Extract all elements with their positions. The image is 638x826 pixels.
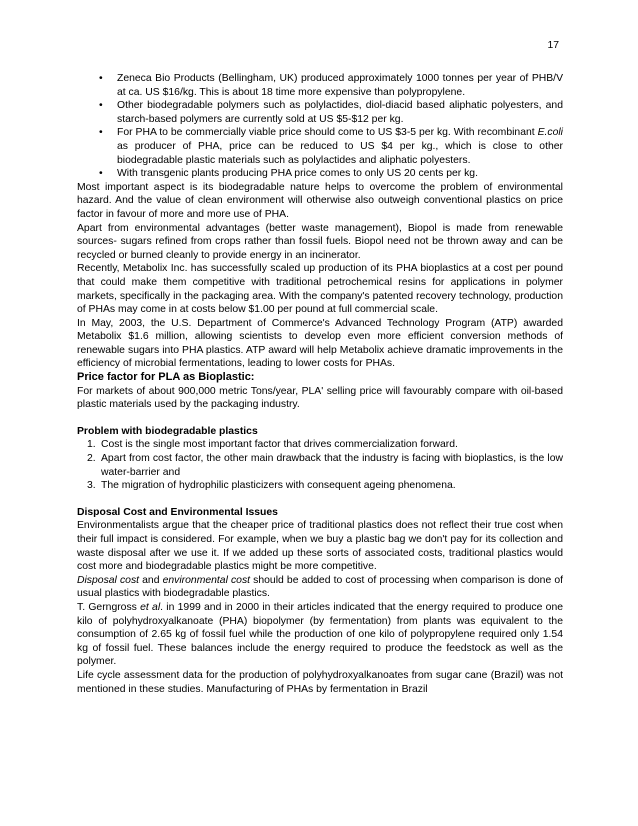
disposal-paragraph-4: Life cycle assessment data for the production of polyhydroxyalkanoates from sugar cane (Brazil) was not mentioned in these studies. Manufacturing of PHAs by fermentation in Brazil bbox=[77, 669, 563, 695]
bullet-item: • For PHA to be commercially viable price should come to US $3-5 per kg. With recombinant E.coli as producer of PHA, price can be reduced to US $4 per kg., which is close to other biodegradable plastic materials such as polylactides and aliphatic polyesters. bbox=[77, 126, 563, 167]
italic-ecoli: E.coli bbox=[537, 127, 563, 139]
problem-item: 2. Apart from cost factor, the other main drawback that the industry is facing with bioplastics, is the low water-barrier and bbox=[87, 453, 563, 478]
problem-list bbox=[77, 438, 563, 492]
bullet-item: • Other biodegradable polymers such as polylactides, diol-diacid based aliphatic polyesters, and starch-based polymers are currently sold at US $5-$12 per kg. bbox=[77, 99, 563, 126]
cost-bullet-list bbox=[77, 72, 563, 181]
disposal-paragraph-3: T. Gerngross et al. in 1999 and in 2000 in their articles indicated that the energy required to produce one kilo of polyhydroxyalkanoate (PHA) biopolymer (by fermentation) from plants was equivalent to the consumption of 2.65 kg of fossil fuel while the production of one kilo of polypropylene required only 1.54 kg of fossil fuel. These balances include the energy required to produce the feedstock as well as the polymer. bbox=[77, 601, 563, 668]
paragraph-atp: In May, 2003, the U.S. Department of Commerce's Advanced Technology Program (ATP) awarded Metabolix $1.6 million, allowing scientists to develop even more efficient conversion methods of renewable sugars into PHA plastics. ATP award will help Metabolix achieve dramatic improvements in the efficiency of microbial fermentations, leading to lower costs for PHAs. bbox=[77, 317, 563, 370]
paragraph-biodegradable: Most important aspect is its biodegradable nature helps to overcome the problem of environmental hazard. And the value of clean environment will otherwise also outweigh conventional plastics on price factor in favour of more and more use of PHA. bbox=[77, 181, 563, 220]
page-number: 17 bbox=[547, 40, 559, 51]
paragraph-biopol: Apart from environmental advantages (better waste management), Biopol is made from renewable sources- sugars refined from crops rather than fossil fuels. Biopol need not be thrown away and can be recycled or burned cleanly to provide energy in an incinerator. bbox=[77, 222, 563, 261]
disposal-heading: Disposal Cost and Environmental Issues bbox=[77, 506, 278, 518]
disposal-paragraph-1: Environmentalists argue that the cheaper price of traditional plastics does not reflect their true cost when their full impact is considered. For example, when we buy a plastic bag we don't pay for its collection and waste disposal after we use it. If we added up these sorts of associated costs, traditional plastics would cost more and biodegradable plastics might be more competitive. bbox=[77, 520, 563, 573]
pla-paragraph: For markets of about 900,000 metric Tons/year, PLA' selling price will favourably compare with oil-based plastic materials used by the packaging industry. bbox=[77, 385, 563, 411]
bullet-item: • With transgenic plants producing PHA price comes to only US 20 cents per kg. bbox=[77, 167, 563, 181]
problem-heading: Problem with biodegradable plastics bbox=[77, 425, 258, 437]
pla-heading: Price factor for PLA as Bioplastic: bbox=[77, 371, 255, 384]
problem-item: 1. Cost is the single most important factor that drives commercialization forward. bbox=[87, 439, 458, 451]
paragraph-metabolix: Recently, Metabolix Inc. has successfully scaled up production of its PHA bioplastics at a cost per pound that could make them competitive with traditional petrochemical resins for applications in polymer markets, specifically in the packaging area. With the company's patented recovery technology, production of PHAs may come in at costs below $1.00 per pound at full commercial scale. bbox=[77, 263, 563, 316]
page-content bbox=[77, 72, 563, 696]
disposal-paragraph-2: Disposal cost and environmental cost should be added to cost of processing when comparison is done of usual plastics with biodegradable plastics. bbox=[77, 574, 563, 600]
problem-item: 3. The migration of hydrophilic plasticizers with consequent ageing phenomena. bbox=[87, 480, 456, 492]
bullet-item: • Zeneca Bio Products (Bellingham, UK) produced approximately 1000 tonnes per year of PHB/V at ca. US $16/kg. This is about 18 time more expensive than polypropylene. bbox=[77, 72, 563, 99]
